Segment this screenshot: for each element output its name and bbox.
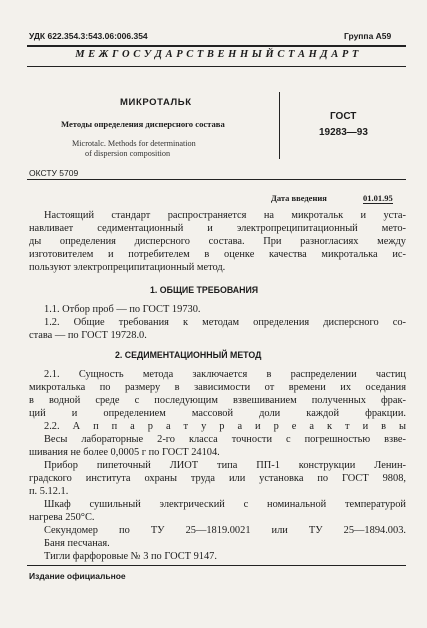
intro-line: Настоящий стандарт распространяется на микротальк и уста- — [44, 210, 406, 221]
official-edition-label: Издание официальное — [29, 571, 126, 581]
section2-line: Секундомер по ТУ 25—1819.0021 или ТУ 25—1894.003. — [44, 525, 406, 536]
section2-line: 2.2. А п п а р а т у р а и р е а к т и в ы — [44, 421, 406, 432]
section1-line: става — по ГОСТ 19728.0. — [29, 330, 147, 341]
title-divider — [279, 92, 280, 159]
udk-code: УДК 622.354.3:543.06:006.354 — [29, 31, 148, 41]
section2-line: Тигли фарфоровые № 3 по ГОСТ 9147. — [44, 551, 217, 562]
gost-number: 19283—93 — [319, 127, 368, 138]
intro-line: навливает седиментационный и электропреципитационный мето- — [29, 223, 406, 234]
intro-line: пользуют электропреципитационный метод. — [29, 262, 226, 273]
intro-date-value: 01.01.95 — [363, 193, 393, 203]
subtitle-russian: Методы определения дисперсного состава — [61, 119, 225, 129]
intro-line: ды определения дисперсного состава. При разногласиях между — [29, 236, 406, 247]
section2-line: ций и определением массовой доли каждой фракции. — [29, 408, 406, 419]
section2-heading: 2. СЕДИМЕНТАЦИОННЫЙ МЕТОД — [115, 350, 262, 360]
section2-line: микроталька по размеру в зависимости от времени их оседания — [29, 382, 406, 393]
section2-line: Прибор пипеточный ЛИОТ типа ПП-1 конструкции Ленин- — [44, 460, 406, 471]
section1-line: 1.1. Отбор проб — по ГОСТ 19730. — [44, 304, 201, 315]
section2-line: нагрева 250°С. — [29, 512, 95, 523]
section2-line: шивания не более 0,0005 г по ГОСТ 24104. — [29, 447, 220, 458]
footer-rule — [27, 565, 406, 566]
header-top-rule — [27, 45, 406, 47]
standard-type: М Е Ж Г О С У Д А Р С Т В Е Н Н Ы Й С Т А Н Д А Р Т — [75, 49, 359, 60]
header-bottom-rule — [27, 66, 406, 67]
okstu-code: ОКСТУ 5709 — [29, 168, 79, 178]
section1-heading: 1. ОБЩИЕ ТРЕБОВАНИЯ — [150, 285, 259, 295]
document-title: МИКРОТАЛЬК — [120, 97, 192, 108]
section2-line: Шкаф сушильный электрический с номинальной температурой — [44, 499, 406, 510]
intro-line: изготовителем и потребителем в оценке качества микроталька ис- — [29, 249, 406, 260]
subtitle-english-line2: of dispersion composition — [85, 149, 171, 158]
section2-line: Баня песчаная. — [44, 538, 110, 549]
section2-line: Весы лабораторные 2-го класса точности с погрешностью взве- — [44, 434, 406, 445]
gost-label: ГОСТ — [330, 111, 357, 122]
intro-date-label: Дата введения — [271, 193, 327, 203]
section2-line: п. 5.12.1. — [29, 486, 69, 497]
section2-line: в водной среде с последующим взвешиванием полученных фрак- — [29, 395, 406, 406]
section2-line: градского института охраны труда или установка по ГОСТ 9808, — [29, 473, 406, 484]
group-code: Группа А59 — [344, 31, 392, 41]
subtitle-english-line1: Microtalc. Methods for determination — [72, 139, 196, 148]
section2-line: 2.1. Сущность метода заключается в распределении частиц — [44, 369, 406, 380]
section1-line: 1.2. Общие требования к методам определения дисперсного со- — [44, 317, 406, 328]
okstu-rule — [27, 179, 406, 180]
